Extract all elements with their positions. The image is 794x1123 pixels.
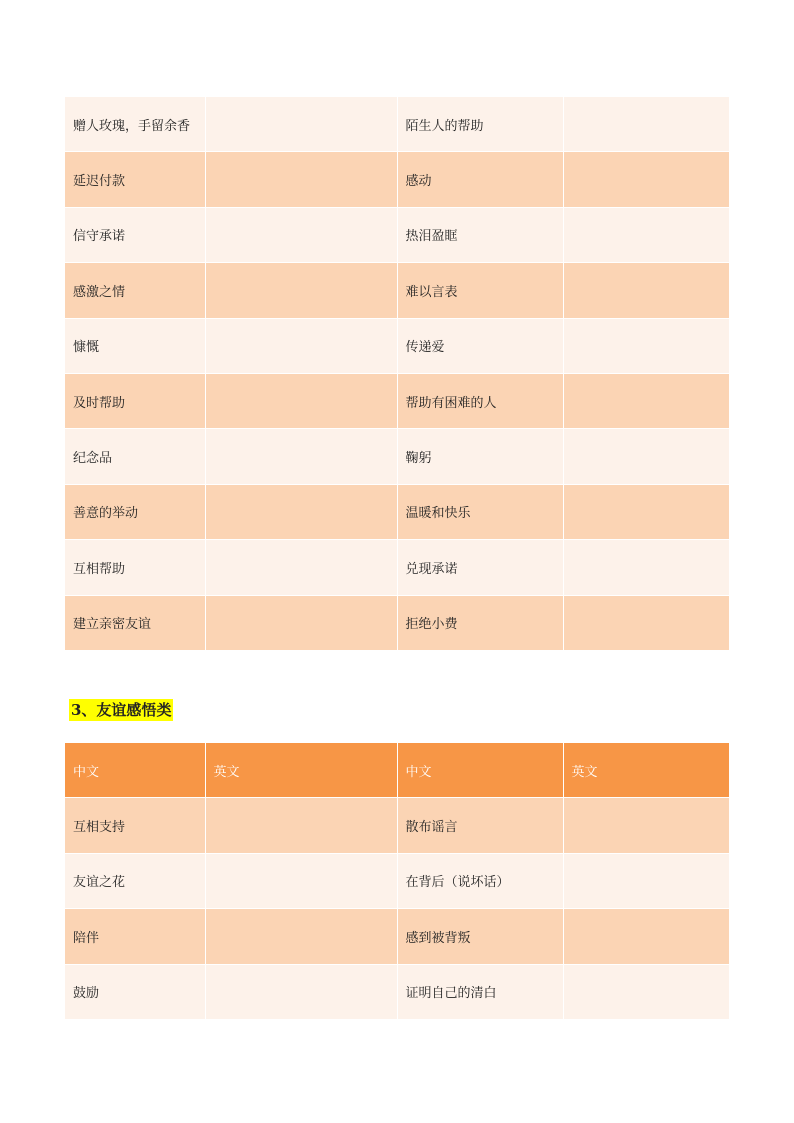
english-cell [205,964,397,1019]
english-cell [205,484,397,539]
chinese-cell: 延迟付款 [65,152,205,207]
column-header-chinese: 中文 [397,743,563,798]
chinese-cell: 陌生人的帮助 [397,97,563,152]
table-row [65,798,729,853]
table-row [65,429,729,484]
chinese-cell: 感激之情 [65,263,205,318]
chinese-cell: 纪念品 [65,429,205,484]
english-cell [205,207,397,262]
vocab-table-kindness [65,97,729,651]
chinese-cell: 温暖和快乐 [397,484,563,539]
chinese-cell: 建立亲密友谊 [65,595,205,650]
table-row [65,97,729,152]
table-row [65,484,729,539]
chinese-cell: 鼓励 [65,964,205,1019]
english-cell [205,318,397,373]
english-cell [563,263,729,318]
english-cell [205,853,397,908]
column-header-english: 英文 [563,743,729,798]
chinese-cell: 证明自己的清白 [397,964,563,1019]
vocab-table-friendship [65,743,729,1020]
english-cell [563,909,729,964]
table-header-row [65,743,729,798]
english-cell [205,429,397,484]
english-cell [563,429,729,484]
chinese-cell: 热泪盈眶 [397,207,563,262]
english-cell [563,318,729,373]
english-cell [563,484,729,539]
english-cell [563,964,729,1019]
english-cell [563,152,729,207]
chinese-cell: 散布谣言 [397,798,563,853]
chinese-cell: 慷慨 [65,318,205,373]
english-cell [563,798,729,853]
english-cell [205,909,397,964]
chinese-cell: 拒绝小费 [397,595,563,650]
chinese-cell: 信守承诺 [65,207,205,262]
english-cell [563,853,729,908]
chinese-cell: 陪伴 [65,909,205,964]
table-row [65,964,729,1019]
chinese-cell: 互相支持 [65,798,205,853]
english-cell [563,207,729,262]
table-row [65,909,729,964]
english-cell [563,373,729,428]
chinese-cell: 及时帮助 [65,373,205,428]
chinese-cell: 传递爱 [397,318,563,373]
english-cell [205,97,397,152]
english-cell [563,595,729,650]
chinese-cell: 善意的举动 [65,484,205,539]
chinese-cell: 感到被背叛 [397,909,563,964]
english-cell [205,798,397,853]
chinese-cell: 互相帮助 [65,540,205,595]
column-header-chinese: 中文 [65,743,205,798]
table-row [65,207,729,262]
table-row [65,152,729,207]
chinese-cell: 帮助有困难的人 [397,373,563,428]
section-heading: 3、友谊感悟类 [71,701,172,719]
table-row [65,318,729,373]
table-row [65,540,729,595]
english-cell [205,152,397,207]
column-header-english: 英文 [205,743,397,798]
chinese-cell: 友谊之花 [65,853,205,908]
chinese-cell: 赠人玫瑰，手留余香 [65,97,205,152]
english-cell [205,540,397,595]
english-cell [205,263,397,318]
english-cell [563,540,729,595]
chinese-cell: 感动 [397,152,563,207]
chinese-cell: 兑现承诺 [397,540,563,595]
table-row [65,595,729,650]
chinese-cell: 鞠躬 [397,429,563,484]
chinese-cell: 在背后（说坏话） [397,853,563,908]
table-row [65,373,729,428]
table-row [65,853,729,908]
chinese-cell: 难以言表 [397,263,563,318]
english-cell [205,595,397,650]
english-cell [205,373,397,428]
table-row [65,263,729,318]
english-cell [563,97,729,152]
